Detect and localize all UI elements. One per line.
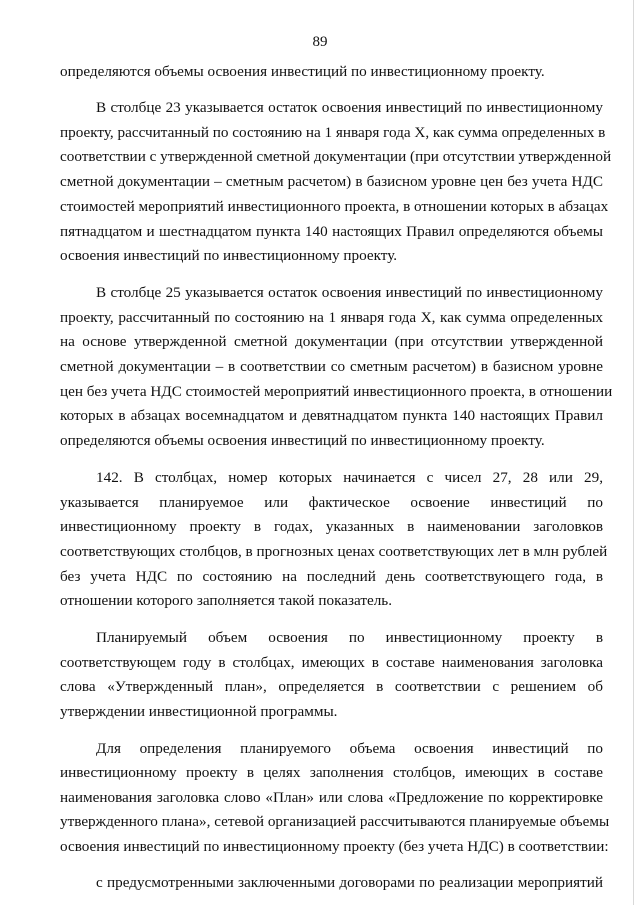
text-line: отношении которого заполняется такой показатель. [60, 592, 392, 609]
text-line: Планируемый объем освоения по инвестиционному проекту в [96, 629, 603, 646]
text-line: освоения инвестиций по инвестиционному проекту (без учета НДС) в соответствии: [60, 838, 609, 855]
text-line: В столбце 25 указывается остаток освоения инвестиций по инвестиционному [96, 284, 603, 301]
text-line: утверждении инвестиционной программы. [60, 703, 338, 720]
text-line: с предусмотренными заключенными договорами по реализации мероприятий [96, 874, 603, 891]
text-line: определяются объемы освоения инвестиций по инвестиционному проекту. [60, 63, 545, 80]
text-line: на основе утвержденной сметной документации (при отсутствии утвержденной [60, 333, 603, 350]
text-line: указывается планируемое или фактическое освоение инвестиций по [60, 494, 603, 511]
text-line: утвержденного плана», сетевой организацией рассчитываются планируемые объемы [60, 813, 610, 830]
text-line: пятнадцатом и шестнадцатом пункта 140 настоящих Правил определяются объемы [60, 223, 603, 240]
text-line: Для определения планируемого объема освоения инвестиций по [96, 740, 603, 757]
text-line: слова «Утвержденный план», определяется в соответствии с решением об [60, 678, 603, 695]
text-line: инвестиционному проекту в целях заполнения столбцов, имеющих в составе [60, 764, 603, 781]
text-line: 142. В столбцах, номер которых начинается с чисел 27, 28 или 29, [96, 469, 603, 486]
text-line: проекту, рассчитанный по состоянию на 1 января года X, как сумма определенных [60, 309, 603, 326]
text-line: сметной документации – сметным расчетом) в базисном уровне цен без учета НДС [60, 173, 603, 190]
text-line: В столбце 23 указывается остаток освоения инвестиций по инвестиционному [96, 99, 603, 116]
text-line: проекту, рассчитанный по состоянию на 1 января года X, как сумма определенных в [60, 124, 606, 141]
text-line: соответствующих столбцов, в прогнозных ценах соответствующих лет в млн рублей [60, 543, 608, 560]
page-edge [633, 0, 634, 905]
text-line: инвестиционному проекту в годах, указанных в наименовании заголовков [60, 518, 603, 535]
text-line: освоения инвестиций по инвестиционному проекту. [60, 247, 398, 264]
text-line: цен без учета НДС стоимостей мероприятий инвестиционного проекта, в отношении [60, 383, 613, 400]
page-number: 89 [312, 34, 328, 50]
text-line: соответствии с утвержденной сметной документации (при отсутствии утвержденной [60, 148, 612, 165]
text-line: сметной документации – в соответствии со сметным расчетом) в базисном уровне [60, 358, 603, 375]
text-line: наименования заголовка слово «План» или слова «Предложение по корректировке [60, 789, 603, 806]
text-line: без учета НДС по состоянию на последний день соответствующего года, в [60, 568, 603, 585]
text-line: определяются объемы освоения инвестиций по инвестиционному проекту. [60, 432, 545, 449]
text-line: соответствующем году в столбцах, имеющих в составе наименования заголовка [60, 654, 603, 671]
text-line: которых в абзацах восемнадцатом и девятнадцатом пункта 140 настоящих Правил [60, 407, 603, 424]
text-line: стоимостей мероприятий инвестиционного проекта, в отношении которых в абзацах [60, 198, 609, 215]
